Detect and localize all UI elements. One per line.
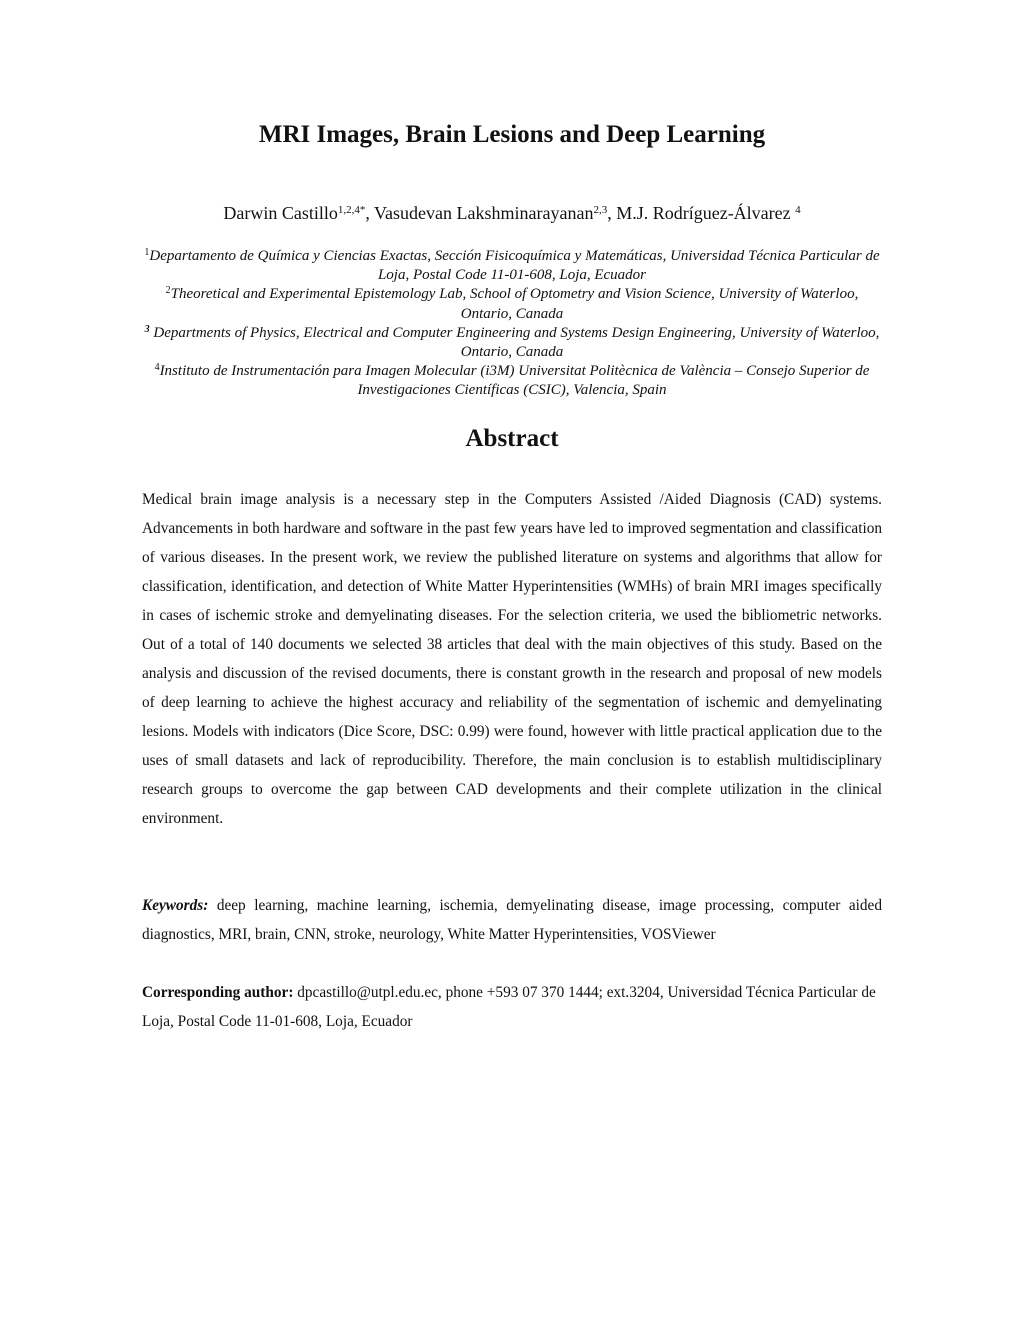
keywords-paragraph [142,891,882,949]
affiliation-number: 4 [154,362,160,374]
affiliation-item [140,247,884,285]
author-separator: , [365,203,375,223]
affiliation-text: Instituto de Instrumentación para Imagen Molecular (i3M) Universitat Politècnica de València – Consejo Superior de Investigaciones Científicas (CSIC), Valencia, Spain [159,363,870,399]
paper-title: MRI Images, Brain Lesions and Deep Learning [258,121,766,148]
affiliation-text: Theoretical and Experimental Epistemology Lab, School of Optometry and Vision Science, University of Waterloo, Ontario, Canada [170,286,859,322]
affiliation-number: 1 [144,247,150,258]
author-list [0,200,1024,226]
author-separator: , [607,203,617,223]
affiliation-number: 2 [165,285,171,297]
author-name: M.J. Rodríguez-Álvarez [616,203,796,223]
affiliation-number: 3 [144,323,150,335]
affiliation-text: Departments of Physics, Electrical and Computer Engineering and Systems Design Engineering, University of Waterloo, Ontario, Canada [149,324,880,361]
corresponding-author [142,978,882,1036]
corresponding-author-details: dpcastillo@utpl.edu.ec, phone +593 07 370 1444; ext.3204, Universidad Técnica Particular de Loja, Postal Code 11-01-608, Loja, Ecuador [142,984,876,1030]
affiliation-item [140,362,884,400]
affiliation-item [140,285,884,323]
keywords-label: Keywords: [142,897,209,914]
affiliation-list [140,247,884,401]
author-affiliation-marker: 2,3 [593,204,608,216]
author-affiliation-marker: 1,2,4* [337,204,366,216]
keywords-text: deep learning, machine learning, ischemia, demyelinating disease, image processing, computer aided diagnostics, MRI, brain, CNN, stroke, neurology, White Matter Hyperintensities, VOSViewer [142,897,882,943]
author-affiliation-marker: 4 [795,204,801,216]
abstract-heading: Abstract [465,425,559,452]
author-name: Darwin Castillo [223,203,338,223]
corresponding-author-label: Corresponding author: [142,984,294,1001]
affiliation-text: Departamento de Química y Ciencias Exactas, Sección Fisicoquímica y Matemáticas, Universidad Técnica Particular de Loja, Postal Code 11-01-608, Loja, Ecuador [149,248,880,284]
abstract-text: Medical brain image analysis is a necessary step in the Computers Assisted /Aided Diagnosis (CAD) systems. Advancements in both hardware and software in the past few years have led to improved segmentation and classification of various diseases. In the present work, we review the published literature on systems and algorithms that allow for classification, identification, and detection of White Matter Hyperintensities (WMHs) of brain MRI images specifically in cases of ischemic stroke and demyelinating diseases. For the selection criteria, we used the bibliometric networks. Out of a total of 140 documents we selected 38 articles that deal with the main objectives of this study. Based on the analysis and discussion of the revised documents, there is constant growth in the research and proposal of new models of deep learning to achieve the highest accuracy and reliability of the segmentation of ischemic and demyelinating lesions. Models with indicators (Dice Score, DSC: 0.99) were found, however with little practical application due to the uses of small datasets and lack of reproducibility. Therefore, the main conclusion is to establish multidisciplinary research groups to overcome the gap between CAD developments and their complete utilization in the clinical environment. [142,491,882,827]
author-name: Vasudevan Lakshminarayanan [374,203,594,223]
affiliation-item [140,324,884,362]
